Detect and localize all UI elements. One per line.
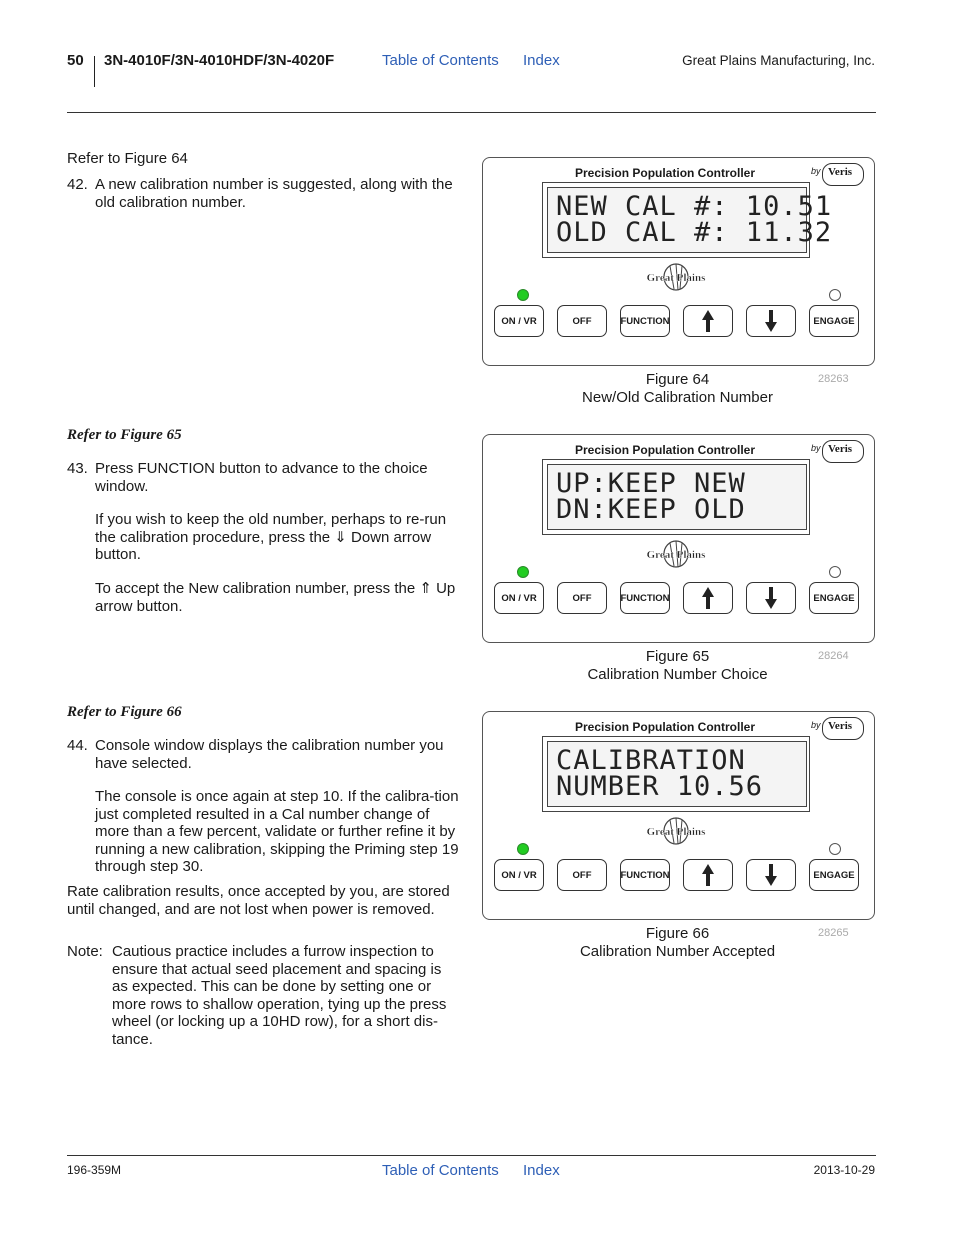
console-title: Precision Population Controller: [575, 443, 756, 457]
arrow-up-icon: [701, 586, 715, 610]
lcd-display: [542, 736, 810, 812]
status-led-right: [829, 289, 841, 301]
down-arrow-button[interactable]: [746, 305, 796, 337]
console-figure-65: [482, 434, 875, 643]
arrow-up-icon: [701, 309, 715, 333]
figure-title: Calibration Number Accepted: [579, 943, 776, 960]
step-text: A new calibration number is suggested, along with the old calibration number.: [95, 176, 453, 211]
figure-label: Figure 64: [645, 371, 710, 388]
logo-text: Great Plains: [646, 272, 706, 284]
doc-number: 196-359M: [67, 1163, 122, 1177]
status-led-right: [829, 843, 841, 855]
figure-label: Figure 65: [645, 648, 710, 665]
logo-text: Great Plains: [646, 826, 706, 838]
off-button[interactable]: OFF: [557, 582, 607, 614]
company-name: Great Plains Manufacturing, Inc.: [682, 53, 875, 68]
great-plains-logo: [635, 816, 717, 846]
status-led-left: [517, 289, 529, 301]
arrow-down-icon: [764, 309, 778, 333]
lcd-line-1: CALIBRATION: [556, 745, 746, 776]
refer-figure-66: Refer to Figure 66: [67, 704, 182, 720]
figure-ref-number: 28263: [818, 373, 849, 385]
footer-index-link[interactable]: Index: [523, 1162, 560, 1179]
veris-logo: Veris: [822, 440, 864, 463]
arrow-down-icon: [764, 586, 778, 610]
function-button[interactable]: FUNCTION: [620, 582, 670, 614]
status-led-left: [517, 566, 529, 578]
off-button[interactable]: OFF: [557, 859, 607, 891]
great-plains-logo: [635, 539, 717, 569]
step-text: Press FUNCTION button to advance to the choice window.: [95, 460, 428, 495]
note-label: Note:: [67, 943, 103, 960]
header-rule: [67, 112, 876, 113]
lcd-display: [542, 182, 833, 258]
lcd-line-2: DN:KEEP OLD: [556, 494, 746, 525]
veris-logo: Veris: [822, 163, 864, 186]
figure-caption: [482, 925, 873, 961]
index-link[interactable]: Index: [523, 52, 560, 69]
logo-text: Great Plains: [646, 549, 706, 561]
down-arrow-button[interactable]: [746, 582, 796, 614]
lcd-line-2: OLD CAL #: 11.32: [556, 217, 833, 248]
refer-figure-65: Refer to Figure 65: [67, 427, 182, 443]
up-arrow-button[interactable]: [683, 582, 733, 614]
figure-label: Figure 66: [645, 925, 710, 942]
figure-caption: [482, 648, 873, 684]
by-label: by: [811, 166, 821, 176]
console-title: Precision Population Controller: [575, 720, 756, 734]
lcd-display: [542, 459, 810, 535]
model-title: 3N-4010F/3N-4010HDF/3N-4020F: [104, 52, 335, 69]
down-arrow-button[interactable]: [746, 859, 796, 891]
toc-link[interactable]: Table of Contents: [382, 52, 499, 69]
step-number: 44.: [67, 737, 88, 754]
console-figure-66: [482, 711, 875, 920]
console-figure-64: [482, 157, 875, 366]
step-44-para-1: The console is once again at step 10. If the calibra-tion just completed resulted in a Cal number change of more than a few percent, validate or further refine it by running a new calibration, skipping the Priming step 19 through step 30.: [95, 788, 459, 875]
off-button[interactable]: OFF: [557, 305, 607, 337]
step-43-para-2: To accept the New calibration number, press the ⇑ Up arrow button.: [95, 580, 456, 615]
header-divider: [94, 56, 95, 87]
note-text: Cautious practice includes a furrow inspection to ensure that actual seed placement and spacing is as expected. This can be done by setting one or more rows to shallow operation, tying up the press wheel (or locking up a 10HD row), for a short dis-tance.: [112, 943, 447, 1048]
engage-button[interactable]: ENGAGE: [809, 582, 859, 614]
up-arrow-button[interactable]: [683, 859, 733, 891]
on-vr-button[interactable]: ON / VR: [494, 305, 544, 337]
great-plains-logo: [635, 262, 717, 292]
rate-calibration-text: Rate calibration results, once accepted by you, are stored until changed, and are not lost when power is removed.: [67, 883, 450, 918]
arrow-down-icon: [764, 863, 778, 887]
engage-button[interactable]: ENGAGE: [809, 305, 859, 337]
status-led-left: [517, 843, 529, 855]
veris-logo: Veris: [822, 717, 864, 740]
step-number: 42.: [67, 176, 88, 193]
lcd-line-1: UP:KEEP NEW: [556, 468, 746, 499]
by-label: by: [811, 720, 821, 730]
lcd-line-2: NUMBER 10.56: [556, 771, 764, 802]
footer-toc-link[interactable]: Table of Contents: [382, 1162, 499, 1179]
refer-figure-64: Refer to Figure 64: [67, 150, 188, 167]
step-text: Console window displays the calibration number you have selected.: [95, 737, 444, 772]
console-title: Precision Population Controller: [575, 166, 756, 180]
page-number: 50: [67, 52, 84, 69]
figure-title: New/Old Calibration Number: [582, 389, 773, 406]
figure-caption: [482, 371, 873, 407]
publication-date: 2013-10-29: [813, 1163, 875, 1177]
arrow-up-icon: [701, 863, 715, 887]
status-led-right: [829, 566, 841, 578]
footer-rule: [67, 1155, 876, 1156]
lcd-line-1: NEW CAL #: 10.51: [556, 191, 833, 222]
figure-ref-number: 28265: [818, 927, 849, 939]
step-43-para-1: If you wish to keep the old number, perhaps to re-run the calibration procedure, press the ⇓ Down arrow button.: [95, 511, 447, 563]
function-button[interactable]: FUNCTION: [620, 305, 670, 337]
on-vr-button[interactable]: ON / VR: [494, 582, 544, 614]
on-vr-button[interactable]: ON / VR: [494, 859, 544, 891]
step-number: 43.: [67, 460, 88, 477]
by-label: by: [811, 443, 821, 453]
figure-title: Calibration Number Choice: [587, 666, 768, 683]
engage-button[interactable]: ENGAGE: [809, 859, 859, 891]
up-arrow-button[interactable]: [683, 305, 733, 337]
figure-ref-number: 28264: [818, 650, 849, 662]
function-button[interactable]: FUNCTION: [620, 859, 670, 891]
